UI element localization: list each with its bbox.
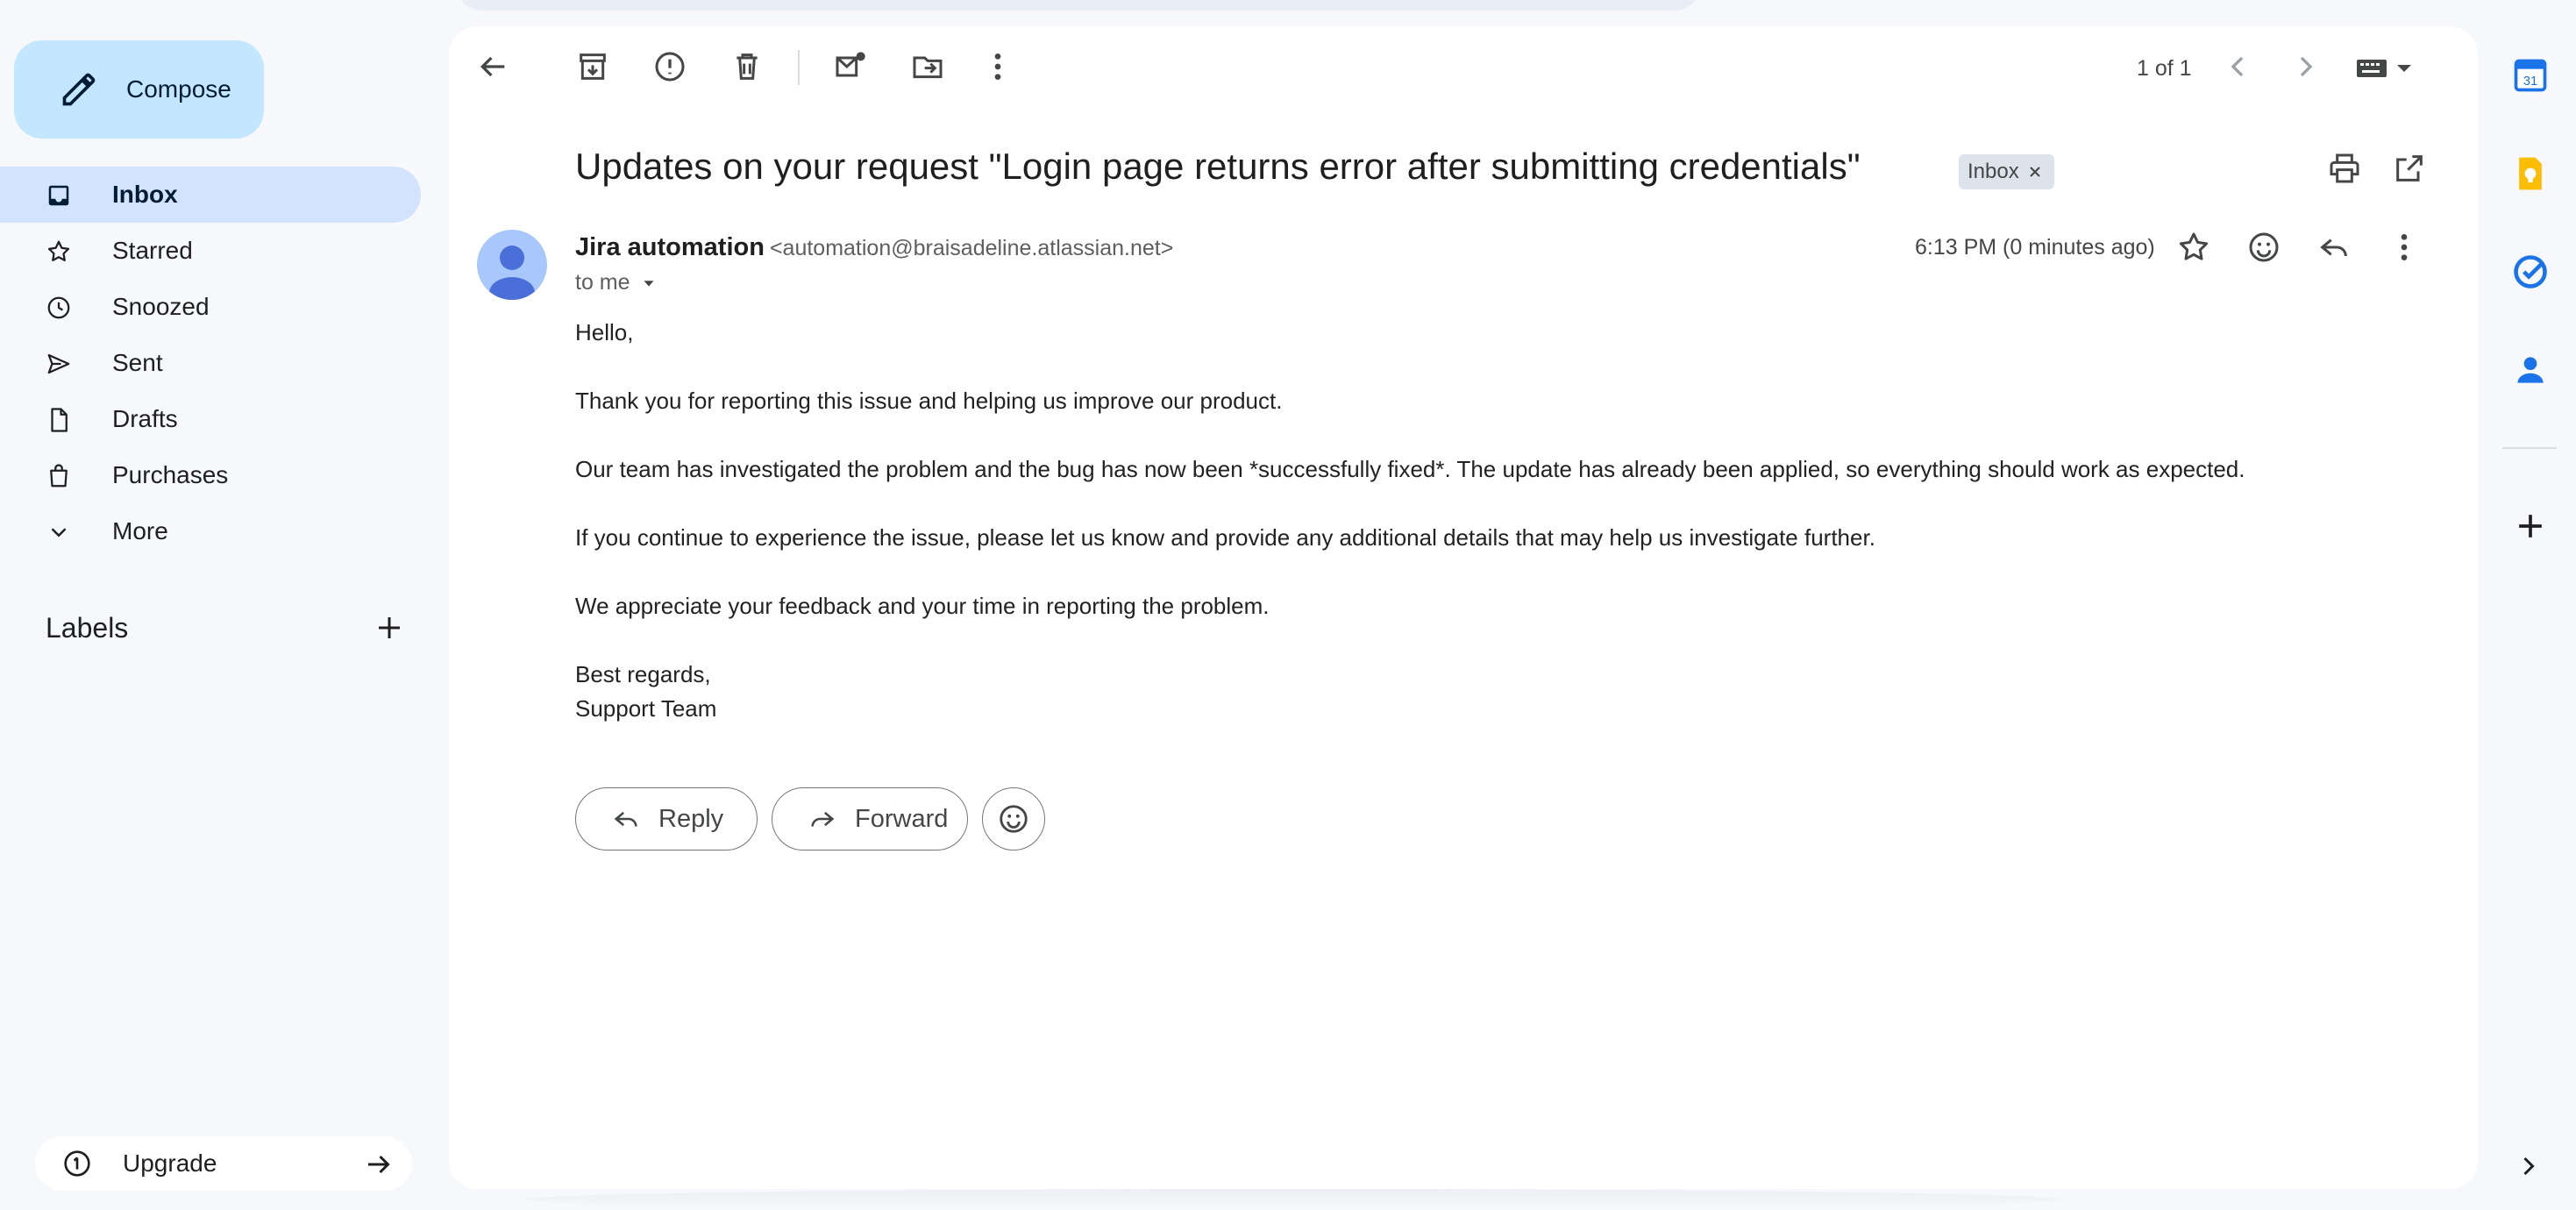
svg-text:31: 31 [2523,75,2538,89]
forward-button[interactable] [772,787,968,851]
nav-list [0,167,421,559]
forward-icon [808,804,837,834]
trash-icon[interactable] [729,49,765,84]
sidebar-item-purchases[interactable] [0,447,421,503]
open-in-new-window-icon[interactable] [2392,151,2427,186]
message-view [449,26,2478,1189]
star-icon [46,238,72,265]
contacts-icon[interactable] [2511,351,2550,389]
mark-unread-icon[interactable] [833,49,868,84]
more-vertical-icon[interactable] [2387,230,2422,265]
recipient-details[interactable] [575,270,658,295]
sidebar-item-label: Drafts [112,405,178,432]
sidebar-item-label: More [112,517,168,544]
scroll-shadow [526,1189,2060,1210]
body-paragraph: Thank you for reporting this issue and helping us improve our product. [575,388,1283,414]
chevron-down-icon [46,519,72,545]
sidebar [0,0,438,1210]
compose-label: Compose [126,75,231,103]
body-paragraph: We appreciate your feedback and your time in reporting the problem. [575,593,1270,619]
plus-icon[interactable] [374,612,405,644]
labels-heading: Labels [46,612,129,644]
recipient-text: to me [575,270,630,295]
sender-email: <automation@braisadeline.atlassian.net> [769,236,1174,260]
back-arrow-icon[interactable] [475,49,510,84]
tasks-icon[interactable] [2511,253,2550,291]
sidebar-item-drafts[interactable] [0,391,421,447]
forward-label: Forward [855,804,949,833]
body-greeting: Hello, [575,319,634,345]
label-chip-inbox [1959,154,2054,189]
reply-icon [611,804,641,834]
sidebar-item-more[interactable] [0,503,421,559]
email-subject: Updates on your request "Login page returns error after submitting credentials" [575,146,1861,187]
sender-line [575,233,1173,262]
more-vertical-icon[interactable] [980,49,1015,84]
sidebar-item-label: Purchases [112,461,229,488]
body-signature: Support Team [575,695,717,722]
emoji-icon[interactable] [2246,230,2281,265]
shopping-bag-icon [46,463,72,489]
close-icon[interactable] [2026,163,2044,181]
reply-label: Reply [658,804,724,833]
body-paragraph: If you continue to experience the issue, please let us know and provide any additional details that may help us investigate further. [575,524,1875,551]
labels-section [46,607,405,651]
sender-name[interactable]: Jira automation [575,233,765,261]
sidebar-item-inbox[interactable] [0,167,421,223]
chevron-left-icon[interactable] [2220,49,2255,84]
person-icon [477,230,547,300]
report-spam-icon[interactable] [652,49,687,84]
archive-icon[interactable] [575,49,610,84]
email-timestamp: 6:13 PM (0 minutes ago) [1915,235,2155,260]
pencil-icon [60,70,98,109]
body-paragraph: Our team has investigated the problem and the bug has now been *successfully fixed*. The update has already been applied, so everything should work as expected. [575,456,2245,482]
upgrade-button[interactable] [35,1136,412,1191]
calendar-icon[interactable] [2511,56,2550,95]
sidebar-item-sent[interactable] [0,335,421,391]
emoji-reaction-button[interactable] [982,787,1045,851]
move-to-icon[interactable] [910,49,945,84]
label-chip-text: Inbox [1968,160,2019,183]
avatar[interactable] [477,230,547,300]
upgrade-label: Upgrade [123,1150,217,1177]
sidebar-item-snoozed[interactable] [0,279,421,335]
sidebar-item-label: Starred [112,237,193,264]
keyboard-icon[interactable] [2355,56,2416,81]
emoji-icon [997,802,1030,836]
rail-divider [2502,447,2557,449]
reply-button[interactable] [575,787,758,851]
pager-count: 1 of 1 [2137,56,2192,81]
star-icon[interactable] [2176,230,2211,265]
send-icon [46,351,72,377]
sidebar-item-label: Sent [112,349,163,376]
draft-icon [46,407,72,433]
body-signoff: Best regards, [575,661,711,687]
plus-icon[interactable] [2511,507,2550,545]
compose-button[interactable] [14,40,264,139]
reply-icon[interactable] [2316,230,2352,265]
arrow-right-icon [363,1149,395,1180]
sidebar-item-label: Inbox [112,181,178,208]
sidebar-item-label: Snoozed [112,293,210,320]
print-icon[interactable] [2327,151,2362,186]
email-body [575,316,2416,726]
keep-icon[interactable] [2511,154,2550,193]
chevron-right-icon[interactable] [2513,1150,2544,1182]
clock-icon [46,295,72,321]
chevron-right-icon[interactable] [2288,49,2323,84]
toolbar-divider [798,50,800,85]
sidebar-item-starred[interactable] [0,223,421,279]
upgrade-icon [63,1150,91,1178]
inbox-icon [46,182,72,209]
caret-down-icon[interactable] [639,274,658,293]
search-bar[interactable] [456,0,1701,11]
